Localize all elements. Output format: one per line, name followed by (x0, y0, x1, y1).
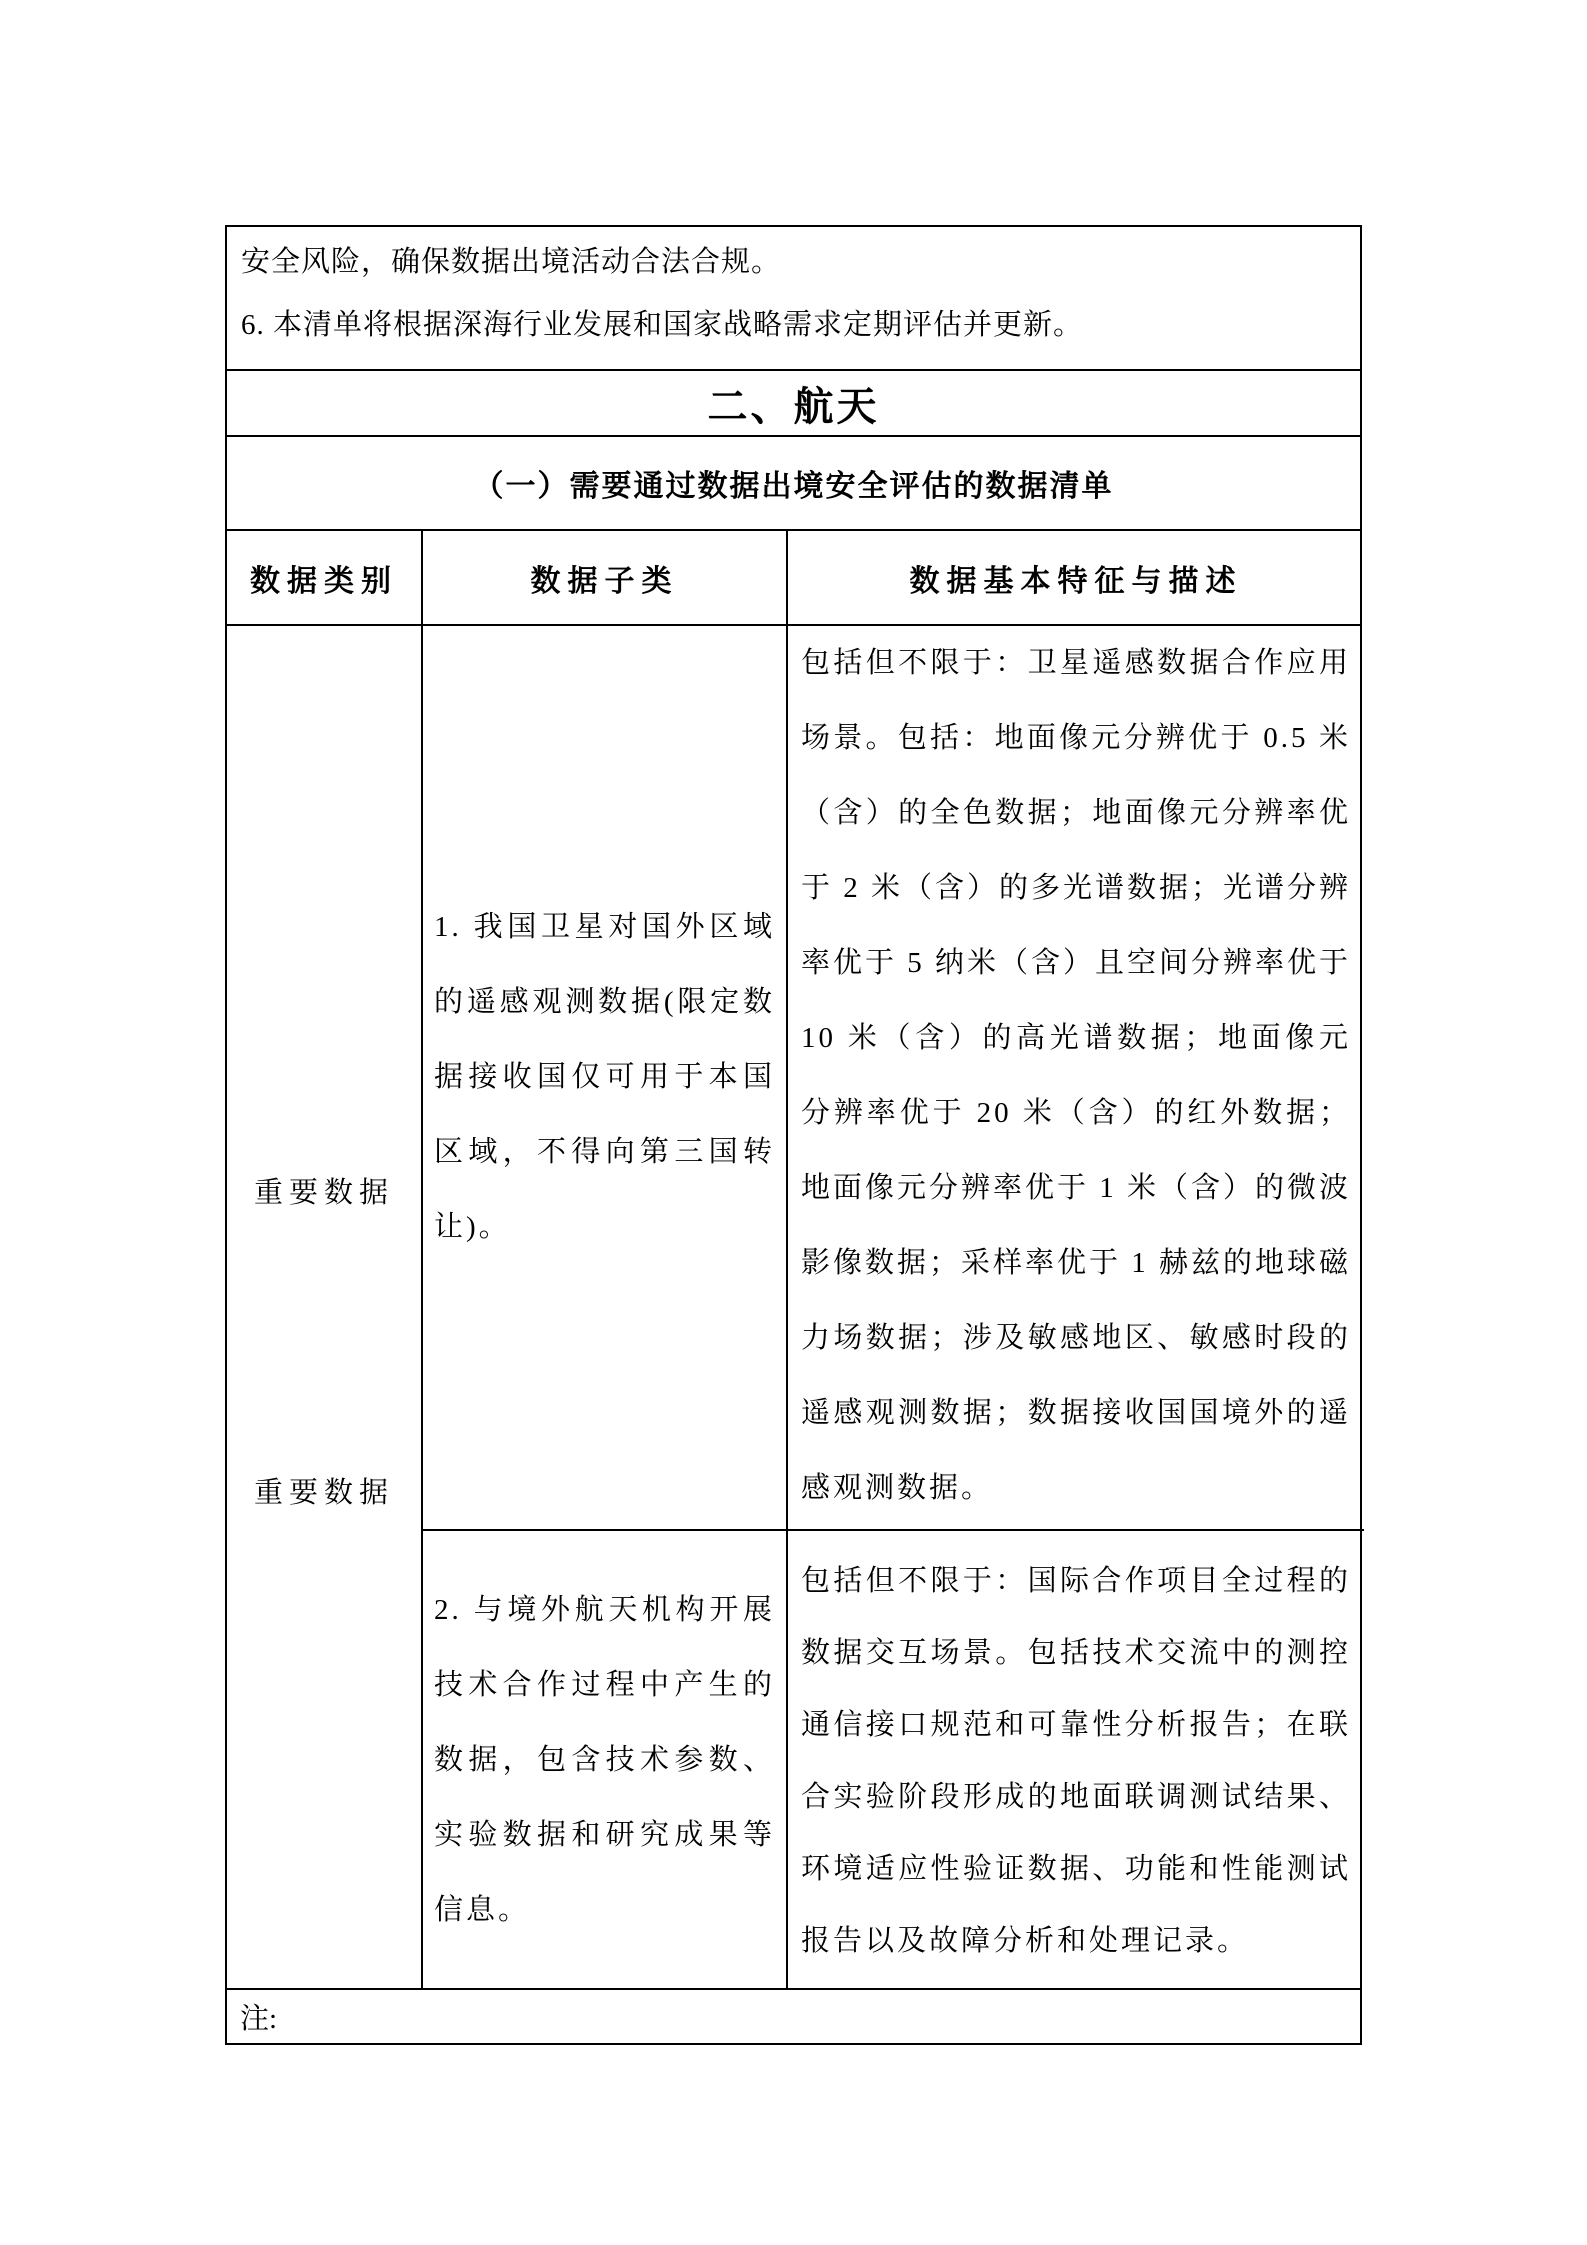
data-export-table (225, 225, 1362, 2045)
description-cell-row1 (786, 626, 1364, 1529)
category-label-2: 重要数据 (253, 1477, 394, 1509)
subcategory-cell-row2 (421, 1529, 786, 1990)
table-header-row (227, 529, 1360, 624)
subtitle-text: （一）需要通过数据出境安全评估的数据清单 (473, 470, 1114, 503)
subcategory-cell-row1 (421, 626, 786, 1529)
note-line-2: 6. 本清单将根据深海行业发展和国家战略需求定期评估并更新。 (241, 309, 1084, 341)
table-body (227, 624, 1360, 1988)
header-cell-description: 数据基本特征与描述 (786, 531, 1364, 624)
footer-note-cell (227, 1988, 1360, 2043)
category-label-1: 重要数据 (253, 1177, 394, 1209)
header-cell-subcategory: 数据子类 (421, 531, 786, 624)
footer-note-text: 注: (240, 2003, 278, 2035)
subcategory-text-row2: 2. 与境外航天机构开展技术合作过程中产生的数据，包含技术参数、实验数据和研究成果等信息。 (434, 1594, 775, 1926)
subcategory-text-row1: 1. 我国卫星对国外区域的遥感观测数据(限定数据接收国仅可用于本国区域，不得向第三国转让)。 (434, 911, 775, 1243)
section-heading-row (227, 369, 1360, 435)
description-text-row1: 包括但不限于：卫星遥感数据合作应用场景。包括：地面像元分辨优于 0.5 米（含）的全色数据；地面像元分辨率优于 2 米（含）的多光谱数据；光谱分辨率优于 5 纳米（含）且空间分辨率优于 10 米（含）的高光谱数据；地面像元分辨率优于 20 米（含）的红外数据；地面像元分辨率优于 1 米（含）的微波影像数据；采样率优于 1 赫兹的地球磁力场数据；涉及敏感地区、敏感时段的遥感观测数据；数据接收国国境外的遥感观测数据。 (801, 647, 1352, 1504)
category-cell (227, 626, 421, 1990)
notes-cell (227, 227, 1360, 369)
section-heading: 二、航天 (707, 384, 880, 429)
description-cell-row2 (786, 1529, 1364, 1990)
note-line-1: 安全风险，确保数据出境活动合法合规。 (241, 246, 782, 278)
subtitle-row (227, 435, 1360, 529)
header-cell-category: 数据类别 (250, 564, 398, 598)
description-text-row2: 包括但不限于：国际合作项目全过程的数据交互场景。包括技术交流中的测控通信接口规范和可靠性分析报告；在联合实验阶段形成的地面联调测试结果、环境适应性验证数据、功能和性能测试报告以及故障分析和处理记录。 (801, 1564, 1351, 1957)
